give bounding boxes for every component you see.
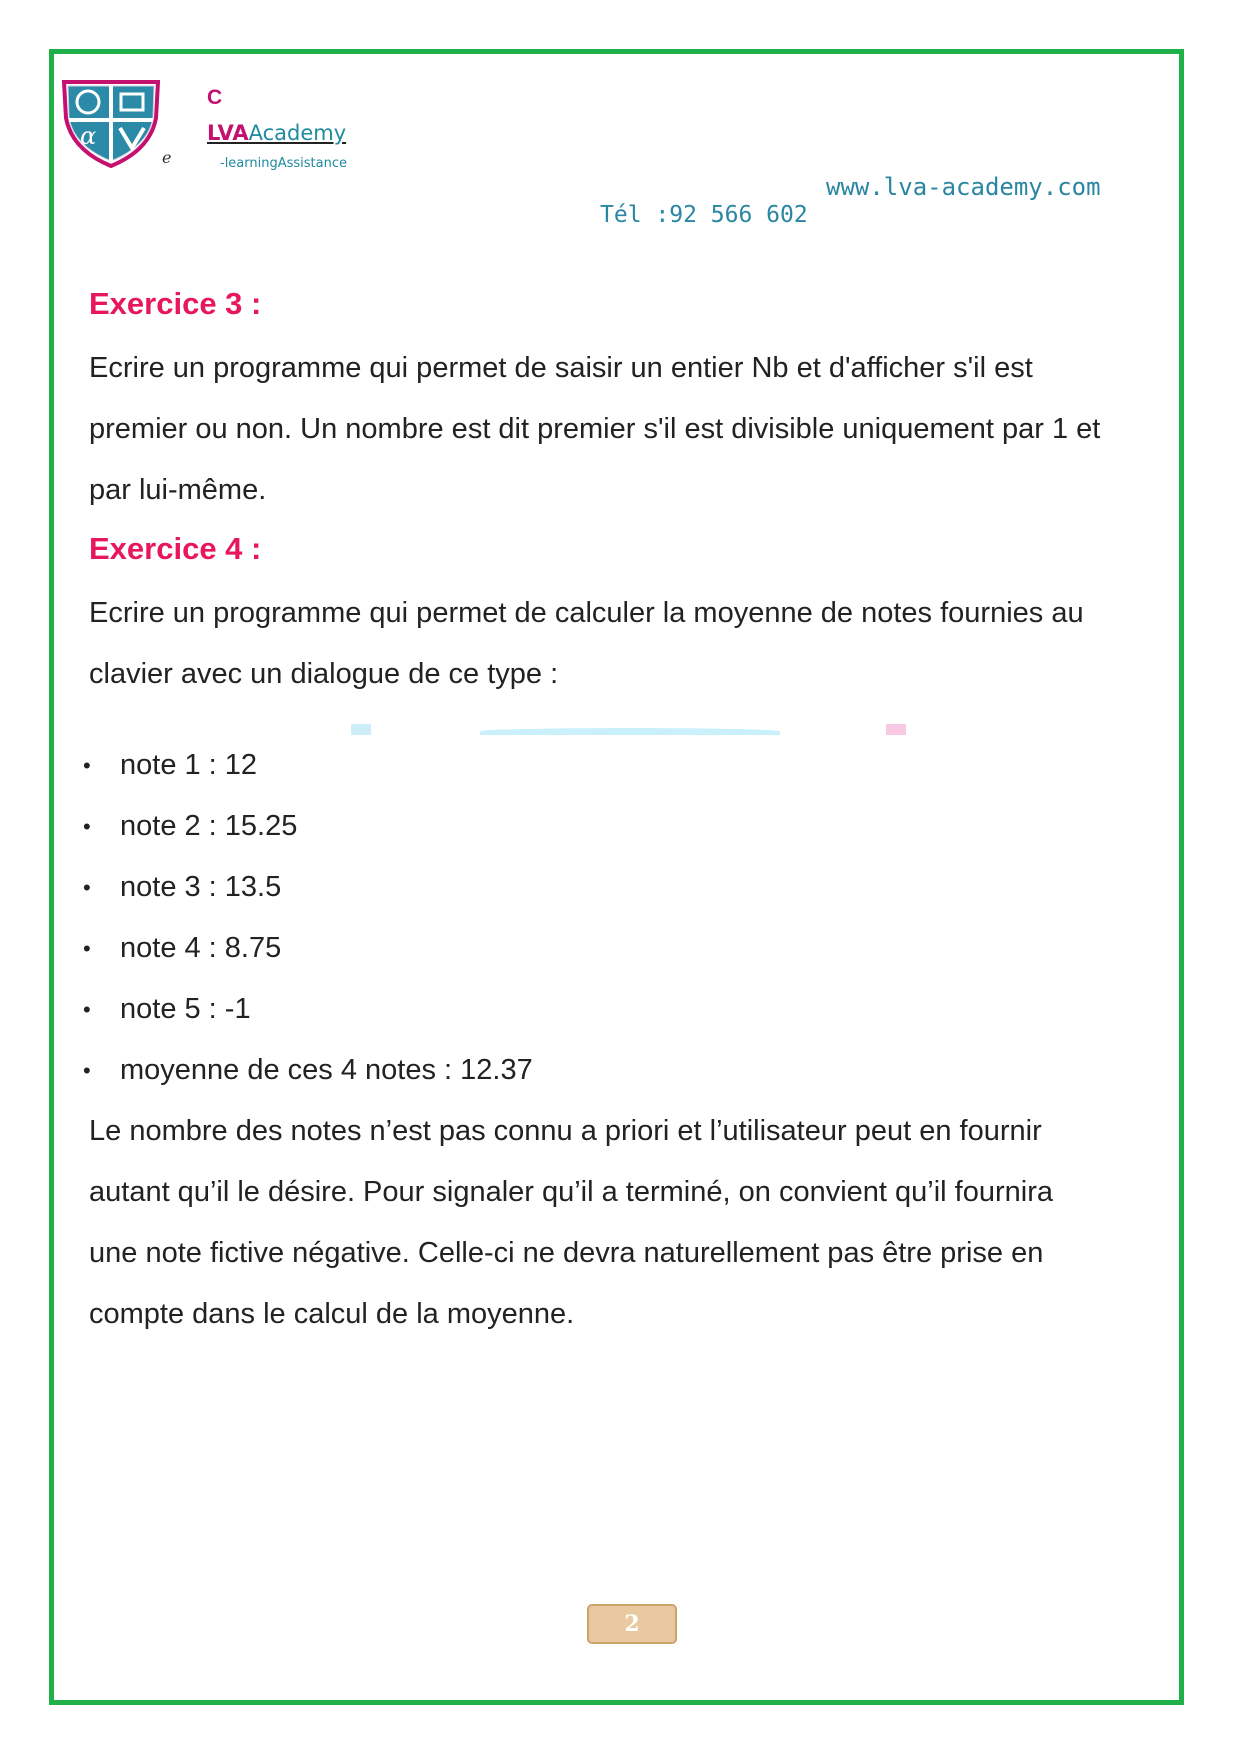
paragraph-line: autant qu’il le désire. Pour signaler qu’il a terminé, on convient qu’il fournira [89, 1176, 1053, 1208]
page-number: 2 [587, 1604, 677, 1644]
paragraph-line: Ecrire un programme qui permet de saisir un entier Nb et d'afficher s'il est [89, 352, 1033, 384]
logo-e-letter: e [162, 148, 172, 167]
brand-academy: Academy [248, 121, 347, 145]
website-link[interactable]: www.lva-academy.com [826, 173, 1101, 201]
brand-tagline: -learningAssistance [220, 156, 347, 171]
list-item [83, 857, 1179, 918]
paragraph-line: Ecrire un programme qui permet de calculer la moyenne de notes fournies au [89, 597, 1084, 629]
exercise-3-title: Exercice 3 : [89, 286, 262, 321]
note-text: note 2 : 15.25 [120, 810, 298, 842]
paragraph-line: compte dans le calcul de la moyenne. [89, 1298, 575, 1330]
notes-list [83, 735, 1179, 1101]
document-body [83, 282, 1179, 1345]
brand-name [207, 121, 346, 145]
bullet-icon: • [83, 997, 91, 1022]
bullet-icon: • [83, 936, 91, 961]
exercise-4-closing [89, 1101, 1179, 1345]
note-text: note 5 : -1 [120, 993, 251, 1025]
exercise-4-title: Exercice 4 : [89, 531, 262, 566]
brand-letter: C [207, 86, 223, 109]
exercise-3-text [89, 338, 1179, 521]
paragraph-line: clavier avec un dialogue de ce type : [89, 658, 559, 690]
svg-text:α: α [80, 122, 97, 150]
note-text: moyenne de ces 4 notes : 12.37 [120, 1054, 533, 1086]
bullet-icon: • [83, 753, 91, 778]
phone-number: Tél :92 566 602 [600, 202, 808, 228]
list-item [83, 979, 1179, 1040]
exercise-4-text [89, 583, 1179, 705]
note-text: note 4 : 8.75 [120, 932, 282, 964]
brand-lva: LVA [207, 121, 249, 145]
paragraph-line: une note fictive négative. Celle-ci ne devra naturellement pas être prise en [89, 1237, 1044, 1269]
note-text: note 3 : 13.5 [120, 871, 282, 903]
note-text: note 1 : 12 [120, 749, 258, 781]
list-item [83, 918, 1179, 979]
list-item [83, 796, 1179, 857]
paragraph-line: Le nombre des notes n’est pas connu a priori et l’utilisateur peut en fournir [89, 1115, 1042, 1147]
lva-academy-logo [58, 78, 164, 168]
bullet-icon: • [83, 875, 91, 900]
bullet-icon: • [83, 814, 91, 839]
list-item [83, 735, 1179, 796]
list-item [83, 1040, 1179, 1101]
paragraph-line: premier ou non. Un nombre est dit premier s'il est divisible uniquement par 1 et [89, 413, 1101, 445]
bullet-icon: • [83, 1058, 91, 1083]
paragraph-line: par lui-même. [89, 474, 267, 506]
